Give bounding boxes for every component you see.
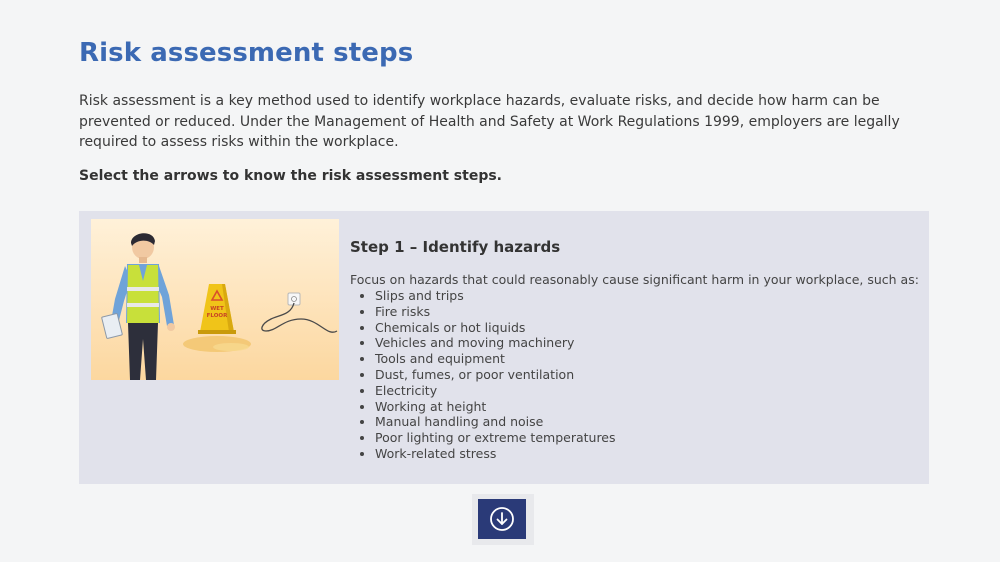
hazard-item: • Poor lighting or extreme temperatures (375, 430, 616, 446)
hazard-item: • Manual handling and noise (375, 414, 616, 430)
svg-text:FLOOR: FLOOR (206, 313, 228, 319)
step-title: Step 1 – Identify hazards (350, 238, 561, 256)
hazard-item: • Tools and equipment (375, 351, 616, 367)
next-step-button-container (472, 494, 534, 545)
hazard-item: • Working at height (375, 399, 616, 415)
arrow-down-circle-icon (489, 506, 515, 532)
next-step-button[interactable] (478, 499, 526, 539)
hazard-item: • Vehicles and moving machinery (375, 335, 616, 351)
svg-text:WET: WET (210, 306, 224, 312)
hazard-item: • Fire risks (375, 304, 616, 320)
hazard-item: • Work-related stress (375, 446, 616, 462)
hazard-list (350, 288, 616, 462)
worker-wet-floor-illustration (91, 219, 339, 380)
hazard-item: • Dust, fumes, or poor ventilation (375, 367, 616, 383)
page-title: Risk assessment steps (79, 38, 414, 68)
step-description: Focus on hazards that could reasonably cause significant harm in your workplace, such as: (350, 272, 919, 287)
intro-paragraph: Risk assessment is a key method used to identify workplace hazards, evaluate risks, and decide how harm can be prevented or reduced. Under the Management of Health and Safety at Work Regulations 1999, employers are legally required to assess risks within the workplace. (79, 93, 900, 150)
step-panel (79, 211, 929, 484)
hazard-item: • Electricity (375, 383, 616, 399)
hazard-illustration (91, 219, 339, 380)
hazard-item: • Chemicals or hot liquids (375, 320, 616, 336)
hazard-item: • Slips and trips (375, 288, 616, 304)
instruction-text: Select the arrows to know the risk assessment steps. (79, 168, 503, 184)
